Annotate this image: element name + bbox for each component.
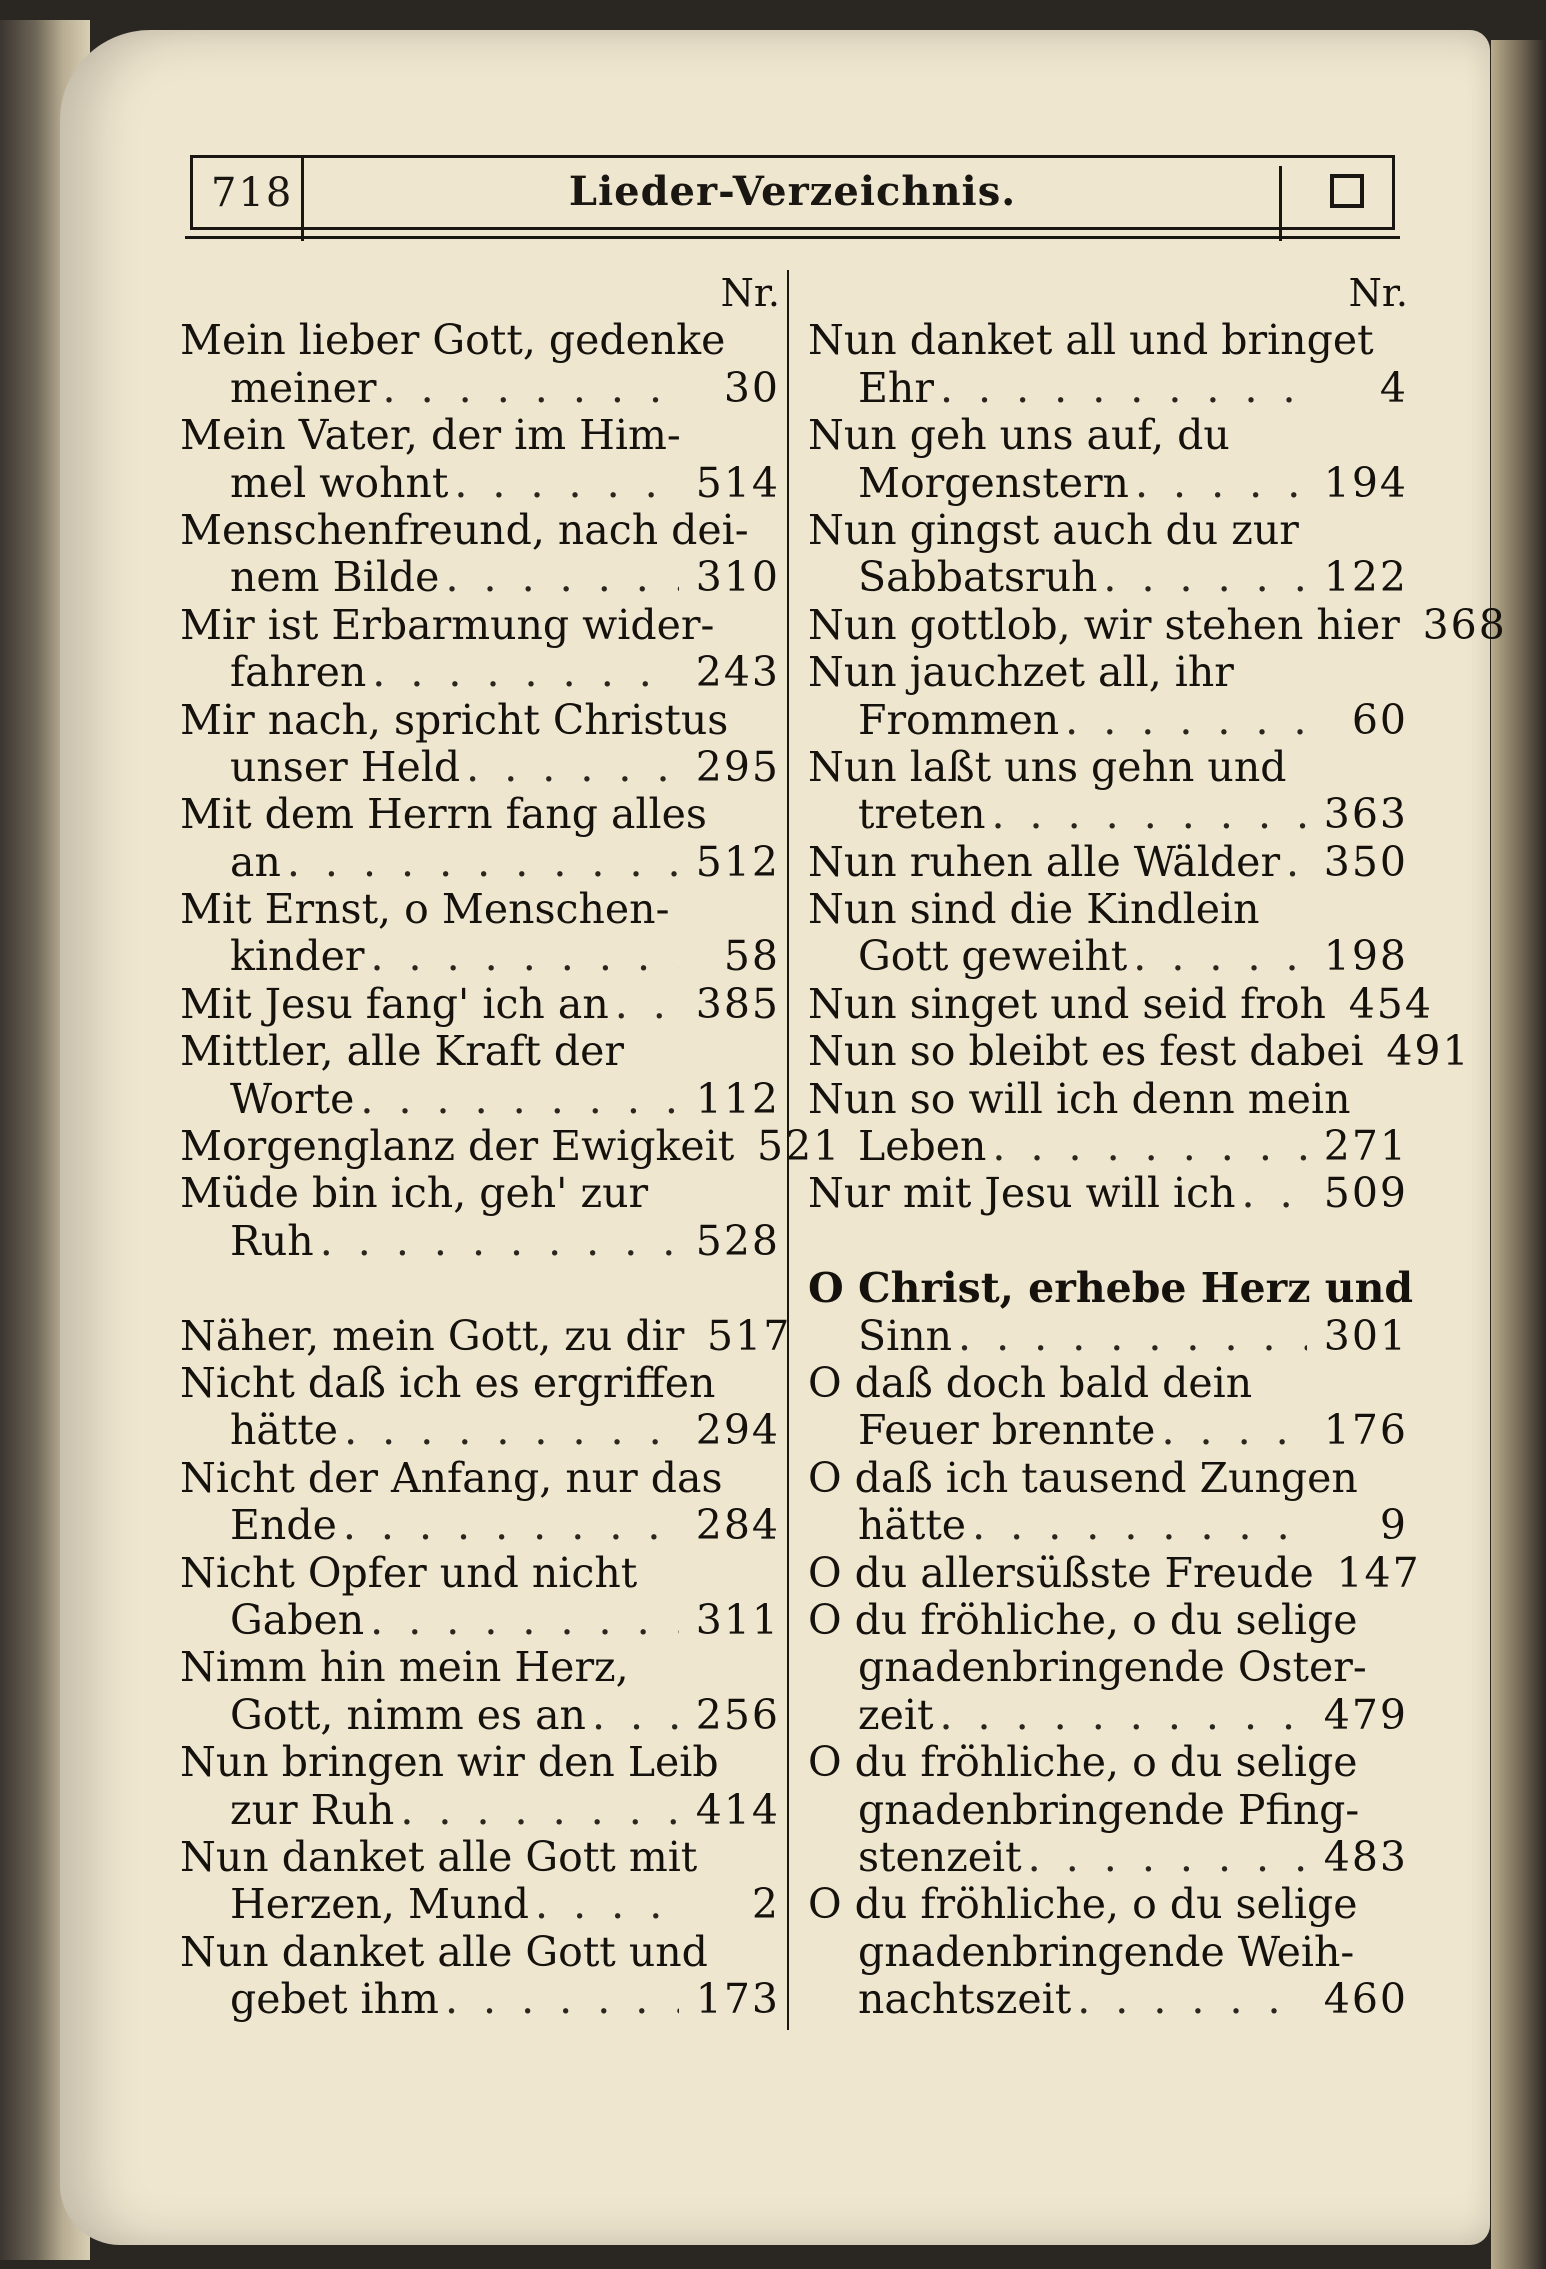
hymn-number: 528 (695, 1216, 780, 1265)
hymn-number: 311 (695, 1595, 780, 1644)
hymn-title: gnadenbringende Pfing- (858, 1785, 1360, 1834)
hymn-title: Sabbatsruh (858, 553, 1098, 602)
index-entry (180, 602, 780, 697)
hymn-title: Nun laßt uns gehn und (808, 742, 1287, 791)
hymn-number: 368 (1422, 600, 1507, 649)
hymn-title: Feuer brennte (858, 1406, 1156, 1455)
index-entry (808, 1170, 1408, 1217)
index-entry (180, 981, 780, 1028)
dot-leader (1286, 839, 1307, 886)
hymn-title: gnadenbringende Oster- (858, 1643, 1367, 1692)
dot-leader (958, 1313, 1307, 1360)
index-entry (180, 1455, 780, 1550)
index-entry (180, 791, 780, 886)
hymn-number: 310 (695, 553, 780, 602)
hymn-title: Nun ruhen alle Wälder (808, 837, 1281, 886)
entry-line (180, 1550, 780, 1597)
dot-leader (535, 1881, 679, 1928)
index-entry (180, 507, 780, 602)
dot-leader (1103, 554, 1307, 601)
entry-line (808, 791, 1408, 838)
index-entry (808, 1264, 1414, 1360)
dot-leader (939, 1692, 1307, 1739)
dot-leader (1028, 1834, 1307, 1881)
entry-line (180, 1739, 780, 1786)
index-entry (180, 1360, 780, 1455)
hymn-title: Müde bin ich, geh' zur (180, 1169, 649, 1218)
entry-line (808, 649, 1408, 696)
entry-line (180, 1881, 780, 1928)
hymn-title: Mein Vater, der im Him- (180, 411, 681, 460)
dot-leader (400, 1787, 679, 1834)
entry-line (180, 981, 780, 1028)
hymn-title: Ruh (230, 1216, 314, 1265)
book-spine (1491, 40, 1546, 2269)
dot-leader (344, 1407, 679, 1454)
entry-line (808, 1313, 1408, 1360)
hymn-title: Frommen (858, 695, 1060, 744)
hymn-number: 198 (1323, 932, 1408, 981)
hymn-title: Mir ist Erbarmung wider- (180, 600, 715, 649)
hymn-title: zur Ruh (230, 1785, 395, 1834)
entry-line (180, 886, 780, 933)
dot-leader (454, 460, 679, 507)
entry-line (180, 1502, 780, 1549)
hymn-title: Nimm hin mein Herz, (180, 1643, 629, 1692)
entry-line (808, 697, 1408, 744)
hymn-title: Menschenfreund, nach dei- (180, 505, 749, 554)
entry-line (808, 933, 1408, 980)
hymn-title: treten (858, 790, 986, 839)
hymn-number: 256 (695, 1690, 780, 1739)
hymn-title: Gaben (230, 1595, 365, 1644)
entry-line (180, 1360, 780, 1407)
hymn-title: Mittler, alle Kraft der (180, 1027, 625, 1076)
hymn-title: Nun gottlob, wir stehen hier (808, 600, 1400, 649)
entry-line (180, 460, 780, 507)
entry-line (180, 1644, 780, 1691)
hymn-title: kinder (230, 932, 365, 981)
hymn-title: Ehr (858, 363, 934, 412)
entry-line (808, 1170, 1408, 1217)
hymn-title: Sinn (858, 1311, 953, 1360)
hymn-number: 350 (1323, 837, 1408, 886)
index-entry (808, 1360, 1408, 1455)
index-entry (808, 412, 1408, 507)
entry-line (180, 1455, 780, 1502)
index-entry (180, 412, 780, 507)
entry-line (808, 1360, 1408, 1407)
entry-line (808, 979, 1433, 1028)
entry-line (808, 1264, 1414, 1313)
entry-line (808, 1692, 1408, 1739)
hymn-title: Nur mit Jesu will ich (808, 1169, 1236, 1218)
index-entry (180, 1170, 780, 1265)
index-entry (180, 1311, 792, 1360)
hymn-number: 4 (1379, 363, 1408, 412)
hymn-title: Nun danket alle Gott und (180, 1927, 708, 1976)
index-entry (180, 1739, 780, 1834)
hymn-title: Morgenglanz der Ewigkeit (180, 1122, 735, 1171)
hymn-title: Mit Jesu fang' ich an (180, 979, 609, 1028)
entry-line (808, 365, 1408, 412)
entry-line (180, 697, 780, 744)
hymn-number: 194 (1323, 458, 1408, 507)
hymn-number: 271 (1323, 1122, 1408, 1171)
index-entry (808, 317, 1408, 412)
dot-leader (372, 649, 679, 696)
entry-line (808, 1597, 1408, 1644)
entry-line (808, 1123, 1408, 1170)
dot-leader (991, 791, 1307, 838)
entry-line (180, 744, 780, 791)
dot-leader (383, 365, 679, 412)
hymn-number: 60 (1351, 695, 1408, 744)
index-entry (808, 979, 1433, 1028)
dot-leader (1133, 933, 1307, 980)
dot-leader (370, 1597, 679, 1644)
hymn-number: 173 (695, 1975, 780, 2024)
hymn-title: Nun so will ich denn mein (808, 1074, 1351, 1123)
entry-line (808, 1548, 1421, 1597)
entry-line (180, 1028, 780, 1075)
entry-line (180, 839, 780, 886)
entry-line (180, 317, 780, 364)
hymn-number: 514 (695, 458, 780, 507)
entry-line (180, 412, 780, 459)
hymn-title: Leben (858, 1122, 987, 1171)
dot-leader (287, 839, 679, 886)
index-entry (808, 507, 1408, 602)
hymn-title: hätte (858, 1501, 967, 1550)
index-entry (808, 1597, 1408, 1739)
entry-line (808, 1929, 1408, 1976)
entry-line (808, 1787, 1408, 1834)
hymn-title: O Christ, erhebe Herz und (808, 1264, 1414, 1313)
hymn-number: 122 (1323, 553, 1408, 602)
index-entry (180, 1929, 780, 2024)
index-entry (180, 886, 780, 981)
hymn-number: 491 (1386, 1027, 1471, 1076)
hymn-number: 30 (723, 363, 780, 412)
dot-leader (1242, 1170, 1307, 1217)
index-entry (808, 1548, 1421, 1597)
dot-leader (445, 554, 679, 601)
hymn-title: Nicht Opfer und nicht (180, 1548, 638, 1597)
hymn-number: 479 (1323, 1690, 1408, 1739)
dot-leader (370, 933, 679, 980)
nr-column-label: Nr. (720, 271, 780, 315)
index-entry (808, 1455, 1408, 1550)
entry-line (808, 1739, 1408, 1786)
dot-leader (1077, 1976, 1307, 2023)
hymn-number: 58 (723, 932, 780, 981)
entry-line (180, 933, 780, 980)
entry-line (808, 317, 1408, 364)
entry-line (808, 1881, 1408, 1928)
hymn-number: 363 (1323, 790, 1408, 839)
hymn-number: 483 (1323, 1832, 1408, 1881)
entry-line (808, 507, 1408, 554)
hymn-number: 295 (695, 742, 780, 791)
index-entry (808, 1881, 1408, 2023)
entry-line (180, 1407, 780, 1454)
index-entry (808, 1027, 1471, 1076)
entry-line (808, 600, 1507, 649)
hymn-title: Nun jauchzet all, ihr (808, 648, 1234, 697)
hymn-number: 301 (1323, 1311, 1408, 1360)
dot-leader (940, 365, 1307, 412)
dot-leader (445, 1976, 679, 2023)
page-title: Lieder-Verzeichnis. (568, 168, 1017, 215)
hymn-title: zeit (858, 1690, 934, 1739)
hymn-title: Nicht daß ich es ergriffen (180, 1358, 716, 1407)
dot-leader (1065, 697, 1307, 744)
index-entry (180, 1834, 780, 1929)
hymn-title: Nun danket all und bringet (808, 316, 1374, 365)
dot-leader (972, 1502, 1307, 1549)
dot-leader (360, 1076, 679, 1123)
hymn-number: 284 (695, 1501, 780, 1550)
index-entry (180, 317, 780, 412)
hymn-title: Ende (230, 1501, 337, 1550)
hymn-title: fahren (230, 648, 367, 697)
hymn-number: 460 (1323, 1975, 1408, 2024)
hymn-title: O du fröhliche, o du selige (808, 1595, 1358, 1644)
entry-line (808, 1027, 1471, 1076)
hymn-title: Nun gingst auch du zur (808, 505, 1299, 554)
hymn-title: gnadenbringende Weih- (858, 1927, 1355, 1976)
index-entry (180, 1550, 780, 1645)
hymn-title: an (230, 837, 281, 886)
entry-line (808, 1455, 1408, 1502)
dot-leader (1135, 460, 1307, 507)
entry-line (180, 1122, 842, 1171)
section-gap (808, 1218, 1408, 1265)
hymn-title: Mein lieber Gott, gedenke (180, 316, 726, 365)
index-entry (180, 697, 780, 792)
index-column-left (180, 270, 842, 2024)
entry-line (808, 1834, 1408, 1881)
hymn-title: Nun bringen wir den Leib (180, 1738, 719, 1787)
entry-line (808, 1502, 1408, 1549)
column-divider (787, 270, 789, 2030)
entry-line (180, 1597, 780, 1644)
dot-leader (1161, 1407, 1307, 1454)
section-gap (180, 1265, 780, 1312)
hymn-number: 2 (751, 1880, 780, 1929)
dot-leader (343, 1502, 679, 1549)
index-entry (808, 839, 1408, 886)
hymn-number: 385 (695, 979, 780, 1028)
entry-line (808, 744, 1408, 791)
hymn-title: Worte (230, 1074, 355, 1123)
entry-line (180, 1311, 792, 1360)
entry-line (180, 1787, 780, 1834)
hymn-number: 512 (695, 837, 780, 886)
entry-line (180, 1692, 780, 1739)
hymn-title: hätte (230, 1406, 339, 1455)
hymn-title: Gott, nimm es an (230, 1690, 586, 1739)
page-number: 718 (211, 170, 294, 216)
hymn-title: unser Held (230, 742, 461, 791)
hymn-title: Mit Ernst, o Menschen- (180, 885, 670, 934)
entry-line (808, 886, 1408, 933)
index-entry (808, 1076, 1408, 1171)
hymn-title: O du fröhliche, o du selige (808, 1880, 1358, 1929)
hymn-title: meiner (230, 363, 377, 412)
hymn-title: Näher, mein Gott, zu dir (180, 1311, 685, 1360)
hymn-title: nem Bilde (230, 553, 440, 602)
dot-leader (592, 1692, 679, 1739)
hymn-number: 509 (1323, 1169, 1408, 1218)
entry-line (180, 602, 780, 649)
entry-line (180, 649, 780, 696)
index-entry (180, 1644, 780, 1739)
hymn-title: Gott geweiht (858, 932, 1128, 981)
hymn-title: Nun so bleibt es fest dabei (808, 1027, 1364, 1076)
header-divider (1279, 166, 1282, 241)
square-ornament-icon (1330, 174, 1364, 208)
hymn-title: O daß ich tausend Zungen (808, 1453, 1358, 1502)
dot-leader (320, 1218, 679, 1265)
entry-line (808, 412, 1408, 459)
entry-line (808, 1644, 1408, 1691)
hymn-number: 517 (707, 1311, 792, 1360)
entry-line (180, 1076, 780, 1123)
entry-line (180, 1218, 780, 1265)
hymn-title: Morgenstern (858, 458, 1129, 507)
hymn-title: Nun geh uns auf, du (808, 411, 1230, 460)
entry-line (808, 839, 1408, 886)
hymn-number: 454 (1348, 979, 1433, 1028)
entry-line (808, 460, 1408, 507)
entry-line (808, 1076, 1408, 1123)
hymn-title: nachtszeit (858, 1975, 1072, 2024)
hymn-number: 112 (695, 1074, 780, 1123)
hymn-title: Nun sind die Kindlein (808, 885, 1260, 934)
nr-column-label: Nr. (1348, 271, 1408, 315)
hymn-number: 294 (695, 1406, 780, 1455)
dot-leader (615, 981, 679, 1028)
index-entry (808, 744, 1408, 839)
hymn-number: 414 (695, 1785, 780, 1834)
hymn-number: 521 (756, 1122, 842, 1171)
entry-line (808, 1407, 1408, 1454)
entry-line (180, 365, 780, 412)
hymn-title: Nun singet und seid froh (808, 979, 1326, 1028)
hymn-title: Mir nach, spricht Christus (180, 695, 729, 744)
entry-line (180, 791, 780, 838)
hymn-title: mel wohnt (230, 458, 449, 507)
entry-line (180, 1929, 780, 1976)
entry-line (808, 1976, 1408, 2023)
hymn-number: 243 (695, 648, 780, 697)
index-column-right (808, 270, 1507, 2024)
hymn-number: 176 (1323, 1406, 1408, 1455)
entry-line (180, 1834, 780, 1881)
dot-leader (992, 1123, 1307, 1170)
entry-line (180, 1170, 780, 1217)
hymn-title: gebet ihm (230, 1975, 439, 2024)
hymn-title: Herzen, Mund (230, 1880, 529, 1929)
hymn-title: O du allersüßste Freude (808, 1548, 1314, 1597)
index-entry (808, 1739, 1408, 1881)
entry-line (180, 507, 780, 554)
dot-leader (466, 744, 679, 791)
entry-line (180, 1976, 780, 2023)
entry-line (808, 554, 1408, 601)
index-entry (808, 886, 1408, 981)
hymn-title: Mit dem Herrn fang alles (180, 790, 707, 839)
hymn-title: Nicht der Anfang, nur das (180, 1453, 723, 1502)
hymn-title: O du fröhliche, o du selige (808, 1738, 1358, 1787)
entry-line (180, 554, 780, 601)
hymn-title: Nun danket alle Gott mit (180, 1832, 698, 1881)
hymn-title: O daß doch bald dein (808, 1358, 1253, 1407)
page-header (190, 155, 1395, 230)
index-entry (180, 1028, 780, 1123)
hymn-title: stenzeit (858, 1832, 1022, 1881)
hymn-number: 9 (1379, 1501, 1408, 1550)
index-entry (808, 600, 1507, 649)
index-entry (180, 1122, 842, 1171)
hymn-number: 147 (1336, 1548, 1421, 1597)
index-entry (808, 649, 1408, 744)
